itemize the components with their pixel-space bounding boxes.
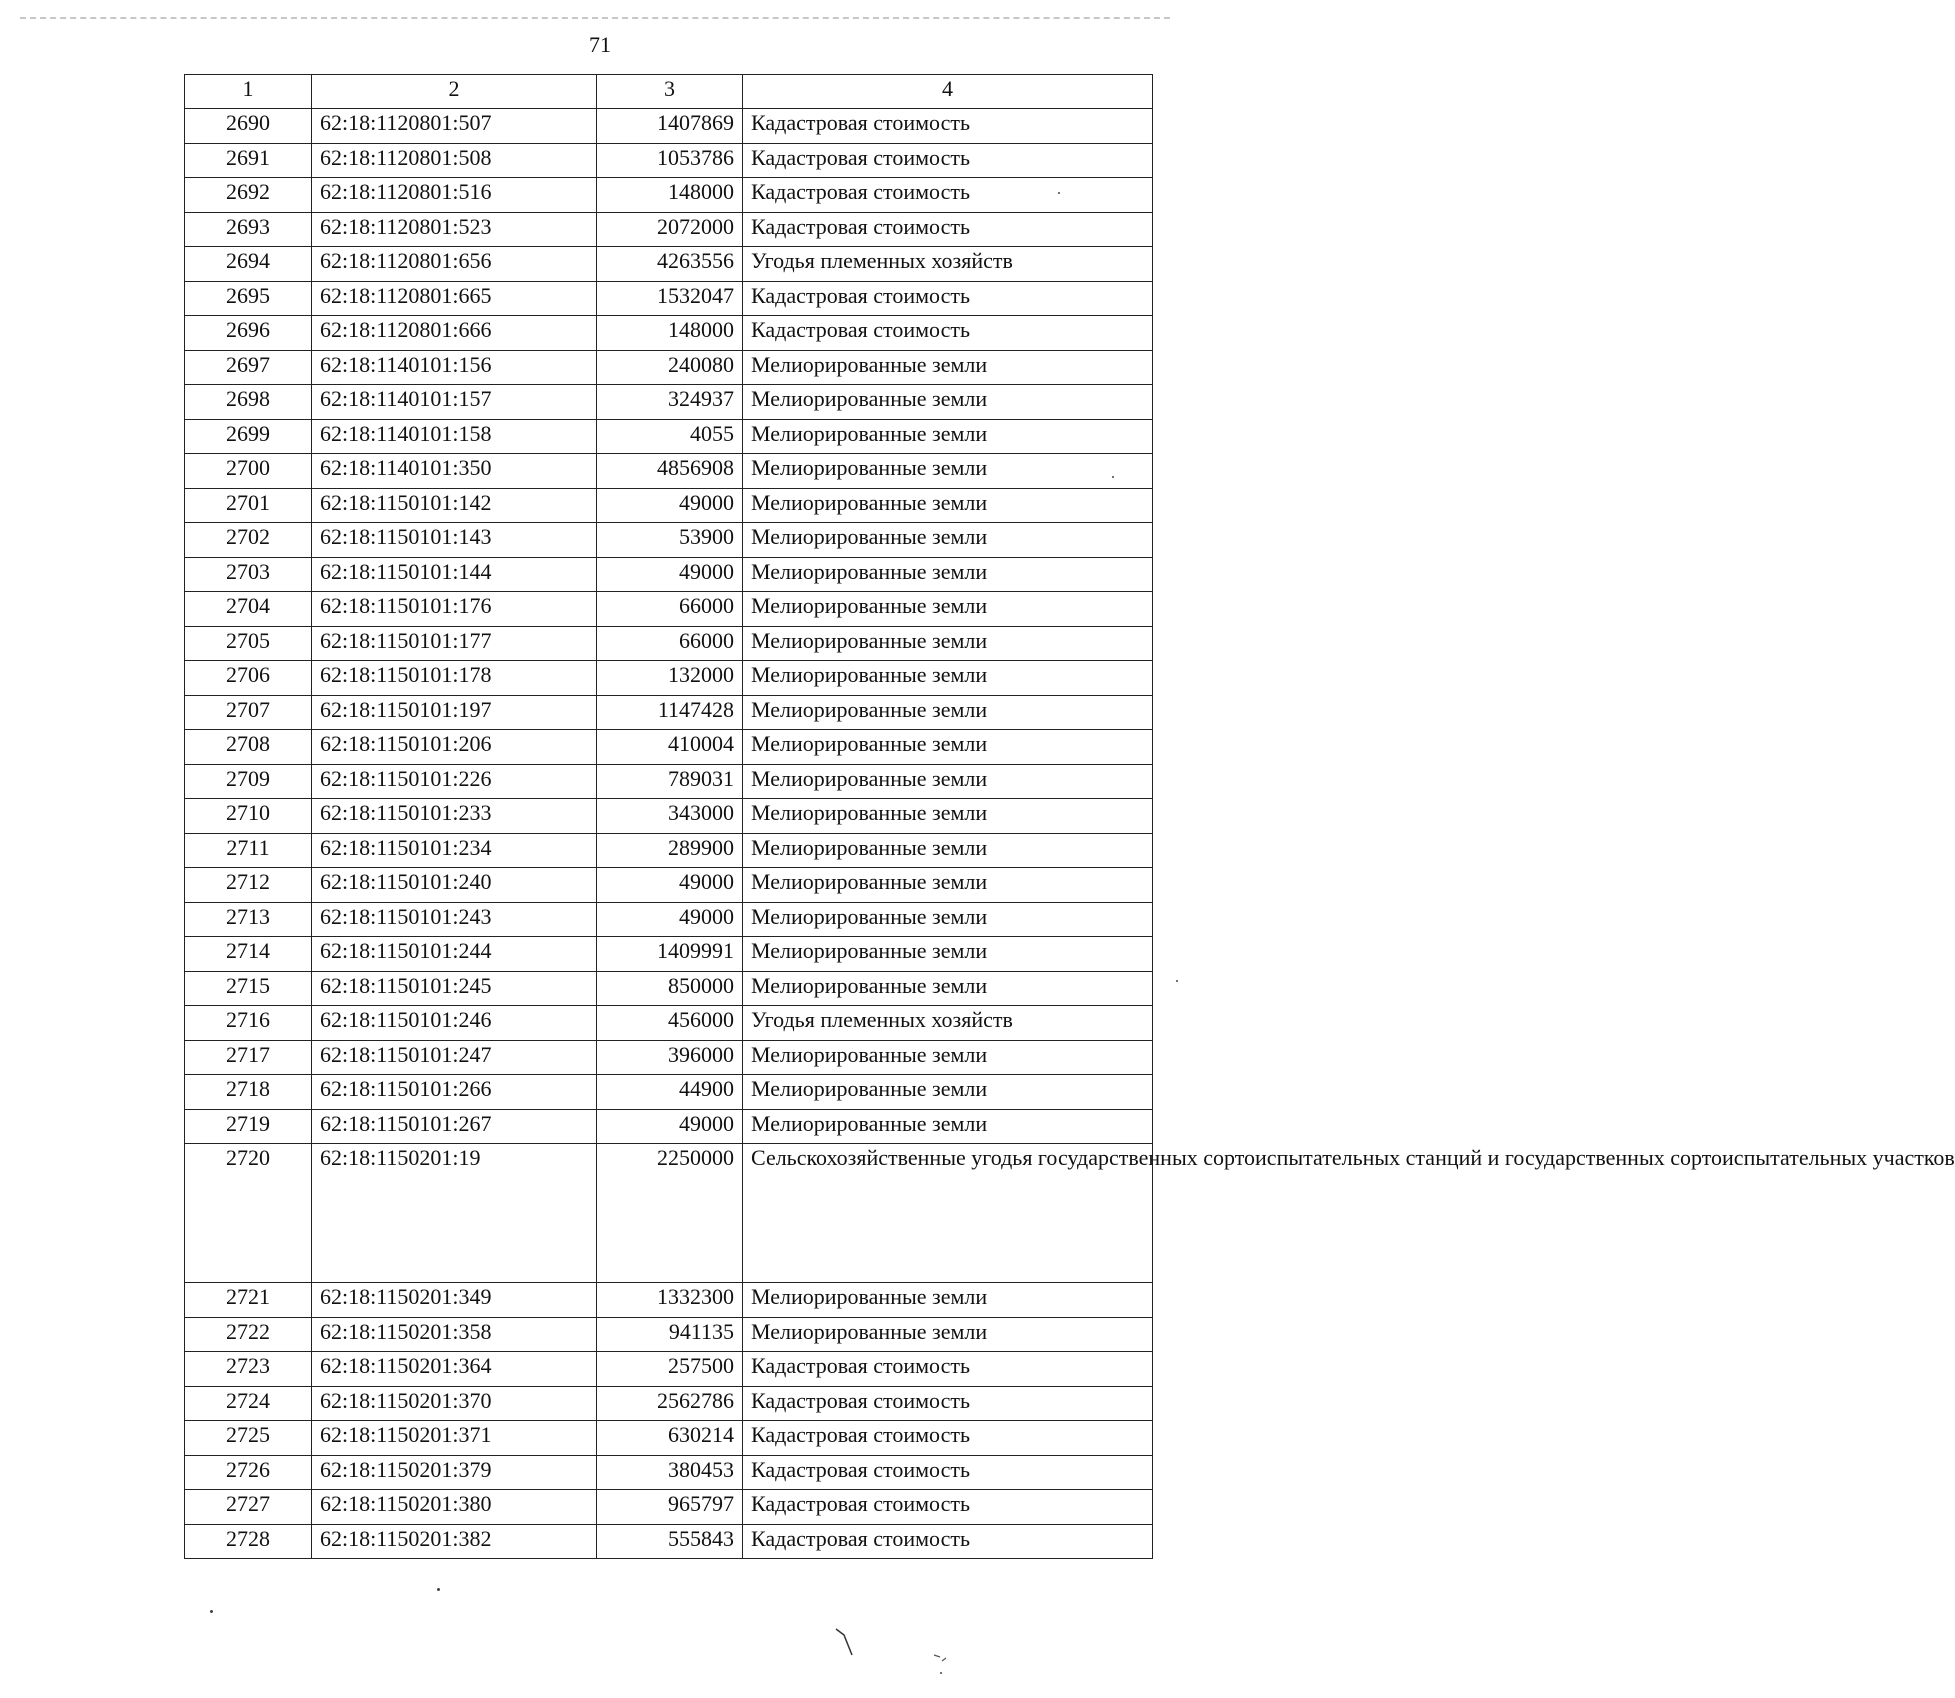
description-cell: Мелиорированные земли xyxy=(743,1109,1153,1144)
row-number-cell: 2695 xyxy=(185,281,312,316)
table-row xyxy=(185,385,1153,420)
description-cell: Кадастровая стоимость xyxy=(743,1455,1153,1490)
cadastral-number-cell: 62:18:1150101:142 xyxy=(312,488,597,523)
cadastral-number-cell: 62:18:1150201:379 xyxy=(312,1455,597,1490)
table-row xyxy=(185,695,1153,730)
table-row xyxy=(185,1109,1153,1144)
value-cell: 343000 xyxy=(597,799,743,834)
value-cell: 2072000 xyxy=(597,212,743,247)
row-number-cell: 2703 xyxy=(185,557,312,592)
description-cell: Мелиорированные земли xyxy=(743,557,1153,592)
row-number-cell: 2692 xyxy=(185,178,312,213)
description-cell: Кадастровая стоимость xyxy=(743,281,1153,316)
description-cell: Мелиорированные земли xyxy=(743,350,1153,385)
table-row xyxy=(185,1490,1153,1525)
scan-speck xyxy=(210,1610,213,1613)
description-cell: Мелиорированные земли xyxy=(743,488,1153,523)
scan-speck xyxy=(437,1588,440,1591)
table-row xyxy=(185,592,1153,627)
description-cell: Сельскохозяйственные угодья государственных сортоиспытательных станций и государственных сортоиспытательных участков xyxy=(743,1144,1153,1283)
table-row xyxy=(185,109,1153,144)
column-header-4: 4 xyxy=(743,75,1153,109)
cadastral-number-cell: 62:18:1150101:176 xyxy=(312,592,597,627)
row-number-cell: 2713 xyxy=(185,902,312,937)
row-number-cell: 2711 xyxy=(185,833,312,868)
description-cell: Кадастровая стоимость xyxy=(743,109,1153,144)
value-cell: 1147428 xyxy=(597,695,743,730)
cadastral-number-cell: 62:18:1120801:523 xyxy=(312,212,597,247)
table-row xyxy=(185,1455,1153,1490)
row-number-cell: 2693 xyxy=(185,212,312,247)
row-number-cell: 2720 xyxy=(185,1144,312,1283)
row-number-cell: 2716 xyxy=(185,1006,312,1041)
cadastral-number-cell: 62:18:1150101:246 xyxy=(312,1006,597,1041)
cadastral-number-cell: 62:18:1150101:178 xyxy=(312,661,597,696)
value-cell: 1407869 xyxy=(597,109,743,144)
value-cell: 1332300 xyxy=(597,1283,743,1318)
value-cell: 49000 xyxy=(597,902,743,937)
value-cell: 2250000 xyxy=(597,1144,743,1283)
cadastral-number-cell: 62:18:1150201:382 xyxy=(312,1524,597,1559)
row-number-cell: 2702 xyxy=(185,523,312,558)
cadastral-number-cell: 62:18:1120801:507 xyxy=(312,109,597,144)
table-row xyxy=(185,764,1153,799)
cadastral-number-cell: 62:18:1120801:665 xyxy=(312,281,597,316)
description-cell: Угодья племенных хозяйств xyxy=(743,247,1153,282)
table-row xyxy=(185,523,1153,558)
table-row xyxy=(185,1144,1153,1283)
row-number-cell: 2722 xyxy=(185,1317,312,1352)
scan-speck xyxy=(1112,476,1114,478)
value-cell: 66000 xyxy=(597,626,743,661)
table-row xyxy=(185,937,1153,972)
row-number-cell: 2709 xyxy=(185,764,312,799)
description-cell: Кадастровая стоимость xyxy=(743,316,1153,351)
table-row xyxy=(185,178,1153,213)
cadastral-number-cell: 62:18:1150101:240 xyxy=(312,868,597,903)
description-cell: Мелиорированные земли xyxy=(743,523,1153,558)
value-cell: 1409991 xyxy=(597,937,743,972)
table-row xyxy=(185,971,1153,1006)
description-cell: Мелиорированные земли xyxy=(743,1075,1153,1110)
table-row xyxy=(185,488,1153,523)
value-cell: 148000 xyxy=(597,316,743,351)
cadastral-number-cell: 62:18:1150101:234 xyxy=(312,833,597,868)
row-number-cell: 2699 xyxy=(185,419,312,454)
description-cell: Кадастровая стоимость xyxy=(743,143,1153,178)
cadastral-number-cell: 62:18:1150101:245 xyxy=(312,971,597,1006)
row-number-cell: 2696 xyxy=(185,316,312,351)
cadastral-number-cell: 62:18:1150201:380 xyxy=(312,1490,597,1525)
table-row xyxy=(185,833,1153,868)
table-row xyxy=(185,1317,1153,1352)
cadastral-number-cell: 62:18:1150201:364 xyxy=(312,1352,597,1387)
table-row xyxy=(185,799,1153,834)
table-row xyxy=(185,1006,1153,1041)
table-row xyxy=(185,1386,1153,1421)
value-cell: 789031 xyxy=(597,764,743,799)
row-number-cell: 2719 xyxy=(185,1109,312,1144)
table-row xyxy=(185,247,1153,282)
description-cell: Мелиорированные земли xyxy=(743,937,1153,972)
value-cell: 44900 xyxy=(597,1075,743,1110)
row-number-cell: 2697 xyxy=(185,350,312,385)
scan-pen-mark xyxy=(830,1625,950,1675)
table-row xyxy=(185,661,1153,696)
row-number-cell: 2715 xyxy=(185,971,312,1006)
cadastral-number-cell: 62:18:1150101:226 xyxy=(312,764,597,799)
row-number-cell: 2690 xyxy=(185,109,312,144)
description-cell: Кадастровая стоимость xyxy=(743,1490,1153,1525)
description-cell: Кадастровая стоимость xyxy=(743,1524,1153,1559)
description-cell: Мелиорированные земли xyxy=(743,799,1153,834)
description-cell: Мелиорированные земли xyxy=(743,1317,1153,1352)
value-cell: 66000 xyxy=(597,592,743,627)
cadastral-number-cell: 62:18:1140101:350 xyxy=(312,454,597,489)
value-cell: 1053786 xyxy=(597,143,743,178)
cadastral-number-cell: 62:18:1150101:267 xyxy=(312,1109,597,1144)
table-row xyxy=(185,281,1153,316)
cadastral-number-cell: 62:18:1150101:177 xyxy=(312,626,597,661)
row-number-cell: 2714 xyxy=(185,937,312,972)
row-number-cell: 2694 xyxy=(185,247,312,282)
row-number-cell: 2705 xyxy=(185,626,312,661)
row-number-cell: 2726 xyxy=(185,1455,312,1490)
value-cell: 2562786 xyxy=(597,1386,743,1421)
cadastral-number-cell: 62:18:1150201:19 xyxy=(312,1144,597,1283)
cadastral-number-cell: 62:18:1150201:349 xyxy=(312,1283,597,1318)
value-cell: 148000 xyxy=(597,178,743,213)
row-number-cell: 2708 xyxy=(185,730,312,765)
cadastral-number-cell: 62:18:1150101:233 xyxy=(312,799,597,834)
table-row xyxy=(185,316,1153,351)
value-cell: 240080 xyxy=(597,350,743,385)
row-number-cell: 2724 xyxy=(185,1386,312,1421)
cadastral-number-cell: 62:18:1150101:143 xyxy=(312,523,597,558)
value-cell: 49000 xyxy=(597,1109,743,1144)
cadastral-number-cell: 62:18:1120801:508 xyxy=(312,143,597,178)
value-cell: 965797 xyxy=(597,1490,743,1525)
row-number-cell: 2712 xyxy=(185,868,312,903)
row-number-cell: 2723 xyxy=(185,1352,312,1387)
cadastral-number-cell: 62:18:1140101:156 xyxy=(312,350,597,385)
value-cell: 49000 xyxy=(597,557,743,592)
row-number-cell: 2718 xyxy=(185,1075,312,1110)
row-number-cell: 2725 xyxy=(185,1421,312,1456)
table-row xyxy=(185,868,1153,903)
description-cell: Мелиорированные земли xyxy=(743,764,1153,799)
description-cell: Мелиорированные земли xyxy=(743,661,1153,696)
cadastral-number-cell: 62:18:1150101:206 xyxy=(312,730,597,765)
value-cell: 257500 xyxy=(597,1352,743,1387)
description-cell: Кадастровая стоимость xyxy=(743,1386,1153,1421)
description-cell: Мелиорированные земли xyxy=(743,695,1153,730)
cadastral-table xyxy=(184,74,1955,1559)
value-cell: 941135 xyxy=(597,1317,743,1352)
description-cell: Кадастровая стоимость xyxy=(743,1421,1153,1456)
header-row xyxy=(185,75,1153,109)
row-number-cell: 2698 xyxy=(185,385,312,420)
table-row xyxy=(185,143,1153,178)
description-cell: Мелиорированные земли xyxy=(743,419,1153,454)
cadastral-number-cell: 62:18:1120801:666 xyxy=(312,316,597,351)
cadastral-number-cell: 62:18:1140101:157 xyxy=(312,385,597,420)
value-cell: 4263556 xyxy=(597,247,743,282)
value-cell: 630214 xyxy=(597,1421,743,1456)
value-cell: 555843 xyxy=(597,1524,743,1559)
cadastral-number-cell: 62:18:1150101:244 xyxy=(312,937,597,972)
row-number-cell: 2691 xyxy=(185,143,312,178)
scan-speck xyxy=(1176,980,1178,982)
cadastral-number-cell: 62:18:1120801:656 xyxy=(312,247,597,282)
cadastral-number-cell: 62:18:1150101:197 xyxy=(312,695,597,730)
column-header-1: 1 xyxy=(185,75,312,109)
row-number-cell: 2704 xyxy=(185,592,312,627)
row-number-cell: 2721 xyxy=(185,1283,312,1318)
table-row xyxy=(185,1040,1153,1075)
value-cell: 380453 xyxy=(597,1455,743,1490)
description-cell: Мелиорированные земли xyxy=(743,1040,1153,1075)
description-cell: Мелиорированные земли xyxy=(743,868,1153,903)
cadastral-number-cell: 62:18:1150101:144 xyxy=(312,557,597,592)
value-cell: 410004 xyxy=(597,730,743,765)
row-number-cell: 2728 xyxy=(185,1524,312,1559)
description-cell: Кадастровая стоимость xyxy=(743,1352,1153,1387)
description-cell: Мелиорированные земли xyxy=(743,833,1153,868)
description-cell: Мелиорированные земли xyxy=(743,592,1153,627)
row-number-cell: 2717 xyxy=(185,1040,312,1075)
row-number-cell: 2727 xyxy=(185,1490,312,1525)
cadastral-number-cell: 62:18:1150101:266 xyxy=(312,1075,597,1110)
description-cell: Мелиорированные земли xyxy=(743,385,1153,420)
description-cell: Кадастровая стоимость xyxy=(743,178,1153,213)
value-cell: 53900 xyxy=(597,523,743,558)
table-row xyxy=(185,1421,1153,1456)
value-cell: 132000 xyxy=(597,661,743,696)
value-cell: 49000 xyxy=(597,488,743,523)
column-header-2: 2 xyxy=(312,75,597,109)
value-cell: 4055 xyxy=(597,419,743,454)
cadastral-number-cell: 62:18:1150101:243 xyxy=(312,902,597,937)
description-cell: Мелиорированные земли xyxy=(743,902,1153,937)
row-number-cell: 2700 xyxy=(185,454,312,489)
value-cell: 289900 xyxy=(597,833,743,868)
value-cell: 324937 xyxy=(597,385,743,420)
cadastral-number-cell: 62:18:1150201:358 xyxy=(312,1317,597,1352)
table-row xyxy=(185,626,1153,661)
description-cell: Мелиорированные земли xyxy=(743,454,1153,489)
scan-top-artifact xyxy=(20,17,1170,19)
value-cell: 396000 xyxy=(597,1040,743,1075)
table-row xyxy=(185,557,1153,592)
value-cell: 850000 xyxy=(597,971,743,1006)
table-row xyxy=(185,350,1153,385)
description-cell: Мелиорированные земли xyxy=(743,626,1153,661)
table-row xyxy=(185,730,1153,765)
row-number-cell: 2701 xyxy=(185,488,312,523)
table-row xyxy=(185,1075,1153,1110)
description-cell: Мелиорированные земли xyxy=(743,1283,1153,1318)
cadastral-number-cell: 62:18:1140101:158 xyxy=(312,419,597,454)
table-row xyxy=(185,454,1153,489)
cadastral-number-cell: 62:18:1150201:371 xyxy=(312,1421,597,1456)
table-row xyxy=(185,902,1153,937)
table-row xyxy=(185,1283,1153,1318)
description-cell: Мелиорированные земли xyxy=(743,971,1153,1006)
table-row xyxy=(185,419,1153,454)
row-number-cell: 2710 xyxy=(185,799,312,834)
cadastral-number-cell: 62:18:1120801:516 xyxy=(312,178,597,213)
value-cell: 4856908 xyxy=(597,454,743,489)
description-cell: Мелиорированные земли xyxy=(743,730,1153,765)
table-row xyxy=(185,1352,1153,1387)
page-number: 71 xyxy=(589,32,611,57)
scan-speck xyxy=(1058,192,1060,194)
cadastral-number-cell: 62:18:1150201:370 xyxy=(312,1386,597,1421)
cadastral-number-cell: 62:18:1150101:247 xyxy=(312,1040,597,1075)
table-row xyxy=(185,1524,1153,1559)
row-number-cell: 2707 xyxy=(185,695,312,730)
row-number-cell: 2706 xyxy=(185,661,312,696)
table-body xyxy=(185,109,1955,1559)
value-cell: 49000 xyxy=(597,868,743,903)
column-header-3: 3 xyxy=(597,75,743,109)
value-cell: 1532047 xyxy=(597,281,743,316)
table-row xyxy=(185,212,1153,247)
description-cell: Угодья племенных хозяйств xyxy=(743,1006,1153,1041)
description-cell: Кадастровая стоимость xyxy=(743,212,1153,247)
value-cell: 456000 xyxy=(597,1006,743,1041)
